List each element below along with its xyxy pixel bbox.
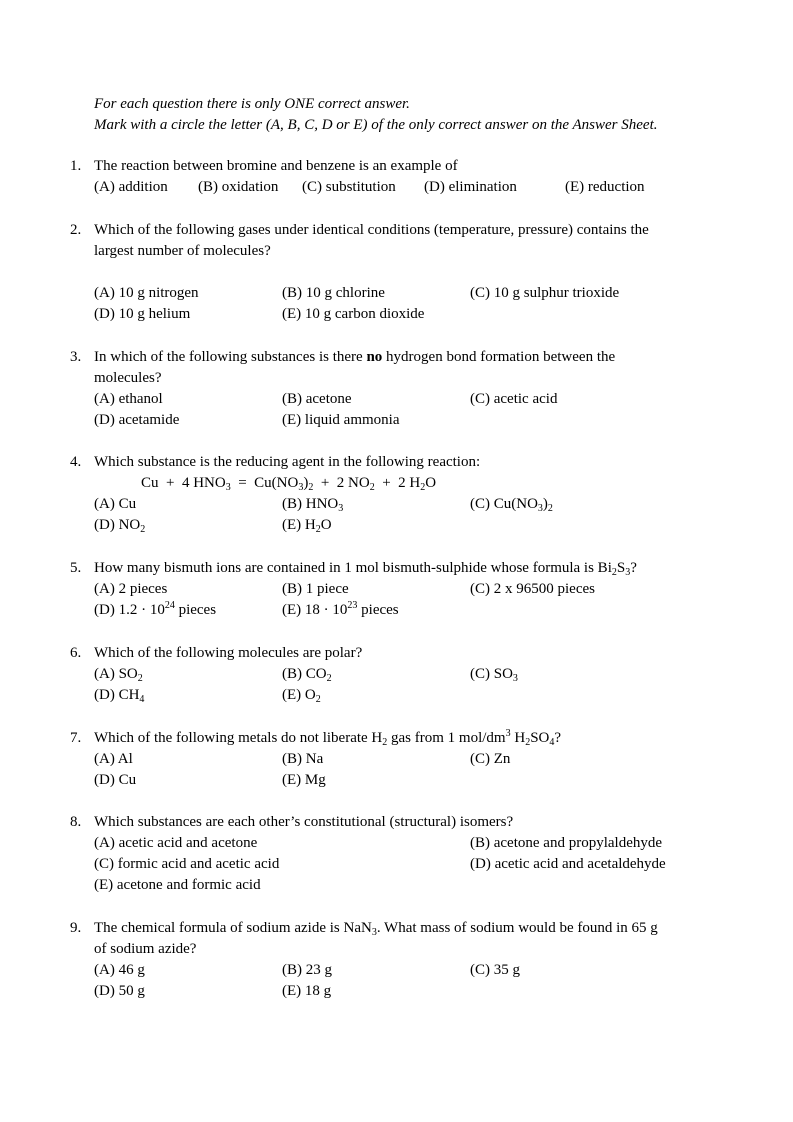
instruction-line-2: Mark with a circle the letter (A, B, C, D or E) of the only correct answer on the Answer Sheet.	[94, 117, 658, 133]
option-c[interactable]: (C) acetic acid	[470, 391, 558, 407]
option-a[interactable]: (A) addition	[94, 179, 168, 195]
question-text: How many bismuth ions are contained in 1 mol bismuth-sulphide whose formula is $Bi_2S_3$?	[94, 560, 637, 578]
option-c[interactable]: (C) 10 g sulphur trioxide	[470, 285, 620, 301]
options-row	[94, 770, 704, 791]
option-d[interactable]: (D) 10 g helium	[94, 306, 191, 322]
option-a[interactable]: (A) 2 pieces	[94, 581, 168, 597]
option-b[interactable]: (B) acetone	[282, 391, 352, 407]
option-c[interactable]: (C) formic acid and acetic acid	[94, 856, 280, 872]
options-row	[94, 494, 704, 515]
question-text: Which of the following metals do not liberate $H_2$ gas from 1 mol/$dm^3$ $H_2SO_4$?	[94, 728, 562, 748]
question-text: Which substances are each other’s constitutional (structural) isomers?	[94, 814, 514, 830]
option-e[interactable]: (E) acetone and formic acid	[94, 877, 261, 893]
option-a[interactable]: (A) 46 g	[94, 962, 145, 978]
option-c[interactable]: (C) Zn	[470, 751, 511, 767]
options-row	[94, 600, 704, 621]
option-b[interactable]: (B) 1 piece	[282, 581, 349, 597]
question-text: Which substance is the reducing agent in the following reaction:	[94, 454, 481, 470]
question-text: Which of the following gases under identical conditions (temperature, pressure) contains the	[94, 222, 649, 238]
options-row	[94, 283, 704, 304]
options-row	[94, 833, 704, 854]
option-e[interactable]: (E) $H_2O$	[282, 517, 332, 535]
question-number: 3.	[70, 349, 82, 365]
options-row	[94, 664, 704, 685]
option-c[interactable]: (C) 2 x 96500 pieces	[470, 581, 595, 597]
option-a[interactable]: (A) 10 g nitrogen	[94, 285, 199, 301]
option-a[interactable]: (A) ethanol	[94, 391, 163, 407]
option-e[interactable]: (E) 10 g carbon dioxide	[282, 306, 425, 322]
options-row	[94, 749, 704, 770]
question-number: 9.	[70, 920, 82, 936]
option-e[interactable]: (E) Mg	[282, 772, 326, 788]
question-number: 1.	[70, 158, 82, 174]
option-e[interactable]: (E) liquid ammonia	[282, 412, 400, 428]
option-e[interactable]: (E) reduction	[565, 179, 645, 195]
option-c[interactable]: (C) 35 g	[470, 962, 520, 978]
option-d[interactable]: (D) acetamide	[94, 412, 180, 428]
option-d[interactable]: (D) Cu	[94, 772, 137, 788]
option-d[interactable]: (D) $NO_2$	[94, 517, 146, 535]
option-c[interactable]: (C) substitution	[302, 179, 396, 195]
options-row	[94, 177, 704, 198]
option-d[interactable]: (D) elimination	[424, 179, 517, 195]
option-a[interactable]: (A) $SO_2$	[94, 666, 143, 684]
options-row	[94, 981, 704, 1002]
question-text: Which of the following molecules are polar?	[94, 645, 363, 661]
option-b[interactable]: (B) $HNO_3$	[282, 496, 344, 514]
question-number: 4.	[70, 454, 82, 470]
option-e[interactable]: (E) 18 g	[282, 983, 332, 999]
option-d[interactable]: (D) $CH_4$	[94, 687, 145, 705]
option-e[interactable]: (E) $O_2$	[282, 687, 321, 705]
option-a[interactable]: (A) acetic acid and acetone	[94, 835, 258, 851]
question-text: In which of the following substances is there no hydrogen bond formation between the	[94, 349, 616, 365]
question-text: of sodium azide?	[94, 941, 197, 957]
option-b[interactable]: (B) Na	[282, 751, 324, 767]
instruction-line-1: For each question there is only ONE correct answer.	[94, 96, 410, 112]
options-row	[94, 515, 704, 536]
option-a[interactable]: (A) Cu	[94, 496, 137, 512]
option-b[interactable]: (B) oxidation	[198, 179, 279, 195]
options-row	[94, 960, 704, 981]
options-row	[94, 685, 704, 706]
reaction-equation: Cu + 4 $HNO_3 = Cu(NO_3)_2 + 2$ $NO_2 + 2$ $H_2O$	[141, 475, 437, 493]
option-b[interactable]: (B) 23 g	[282, 962, 332, 978]
question-number: 2.	[70, 222, 82, 238]
options-row	[94, 875, 704, 896]
question-number: 8.	[70, 814, 82, 830]
question-number: 5.	[70, 560, 82, 576]
instructions	[94, 94, 658, 136]
question-text: molecules?	[94, 370, 162, 386]
options-row	[94, 579, 704, 600]
option-b[interactable]: (B) 10 g chlorine	[282, 285, 385, 301]
option-b[interactable]: (B) acetone and propylaldehyde	[470, 835, 663, 851]
question-number: 6.	[70, 645, 82, 661]
option-c[interactable]: (C) $Cu(NO_3)_2$	[470, 496, 553, 514]
option-d[interactable]: (D) 50 g	[94, 983, 145, 999]
options-row	[94, 389, 704, 410]
question-text: The reaction between bromine and benzene is an example of	[94, 158, 458, 174]
options-row	[94, 304, 704, 325]
question-number: 7.	[70, 730, 82, 746]
question-text: largest number of molecules?	[94, 243, 271, 259]
emphasis-no: no	[366, 349, 383, 365]
option-e[interactable]: (E) $18 \cdot 10^{23}$ pieces	[282, 600, 399, 618]
option-d[interactable]: (D) acetic acid and acetaldehyde	[470, 856, 666, 872]
question-text: The chemical formula of sodium azide is NaN$_3$. What mass of sodium would be found in 65 g	[94, 920, 658, 938]
options-row	[94, 410, 704, 431]
option-c[interactable]: (C) $SO_3$	[470, 666, 518, 684]
option-a[interactable]: (A) Al	[94, 751, 133, 767]
option-b[interactable]: (B) $CO_2$	[282, 666, 332, 684]
option-d[interactable]: (D) $1.2 \cdot 10^{24}$ pieces	[94, 600, 217, 618]
options-row	[94, 854, 704, 875]
